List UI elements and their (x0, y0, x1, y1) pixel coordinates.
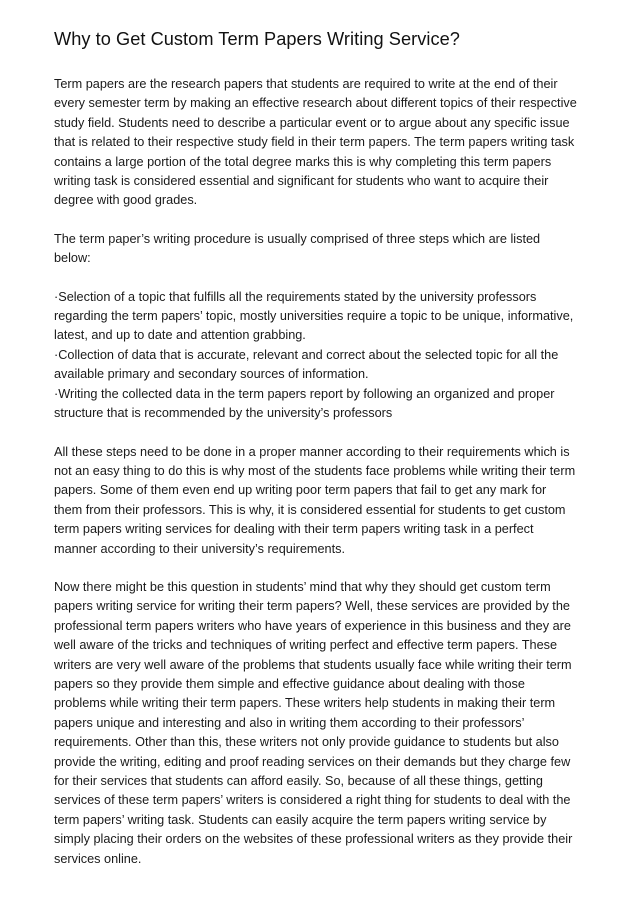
steps-list (54, 288, 598, 424)
document-title: Why to Get Custom Term Papers Writing Service? (54, 29, 460, 49)
intro-paragraph: Term papers are the research papers that students are required to write at the end of their every semester term by making an effective research about different topics of their respective study field. Students need to describe a particular event or to argue about any specific issue that is related to their respective study field in their term papers. The term papers writing task contains a large portion of the total degree marks this is why completing this term papers writing task is considered essential and significant for students who want to acquire their degree with good grades. (54, 77, 577, 208)
step-item: ·Writing the collected data in the term papers report by following an organized and proper structure that is recommended by the university’s professors (54, 386, 555, 421)
steps-intro-paragraph: The term paper’s writing procedure is usually comprised of three steps which are listed below: (54, 231, 541, 266)
step-item: ·Selection of a topic that fulfills all the requirements stated by the university professors regarding the term papers’ topic, mostly universities require a topic to be unique, informative, latest, and up to date and attention grabbing. (54, 289, 574, 343)
problems-paragraph: All these steps need to be done in a proper manner according to their requirements which is not an easy thing to do this is why most of the students face problems while writing their term papers. Some of them even end up writing poor term papers that fail to get any mark for them from their professors. This is why, it is considered essential for students to get custom term papers writing services for dealing with their term papers writing task in a perfect manner according to their university’s requirements. (54, 444, 576, 556)
conclusion-paragraph: Now there might be this question in students’ mind that why they should get custom term papers writing service for writing their term papers? Well, these services are provided by the professional term papers writers who have years of experience in this business and they are well aware of the tricks and techniques of writing perfect and effective term papers. These writers are very well aware of the problems that students usually face while writing their term papers so they provide them simple and effective guidance about dealing with those problems while writing their term papers. These writers help students in making their term papers unique and interesting and also in writing them according to their professors’ requirements. Other than this, these writers not only provide guidance to students but also provide the writing, editing and proof reading services on their demands but they charge few for their services that students can afford easily. So, because of all these things, getting services of these term papers’ writers is considered a right thing for students to deal with the term papers’ writing task. Students can easily acquire the term papers writing service by simply placing their orders on the websites of these professional writers as they provide their services online. (54, 579, 573, 866)
step-item: ·Collection of data that is accurate, relevant and correct about the selected topic for all the available primary and secondary sources of information. (54, 347, 559, 382)
